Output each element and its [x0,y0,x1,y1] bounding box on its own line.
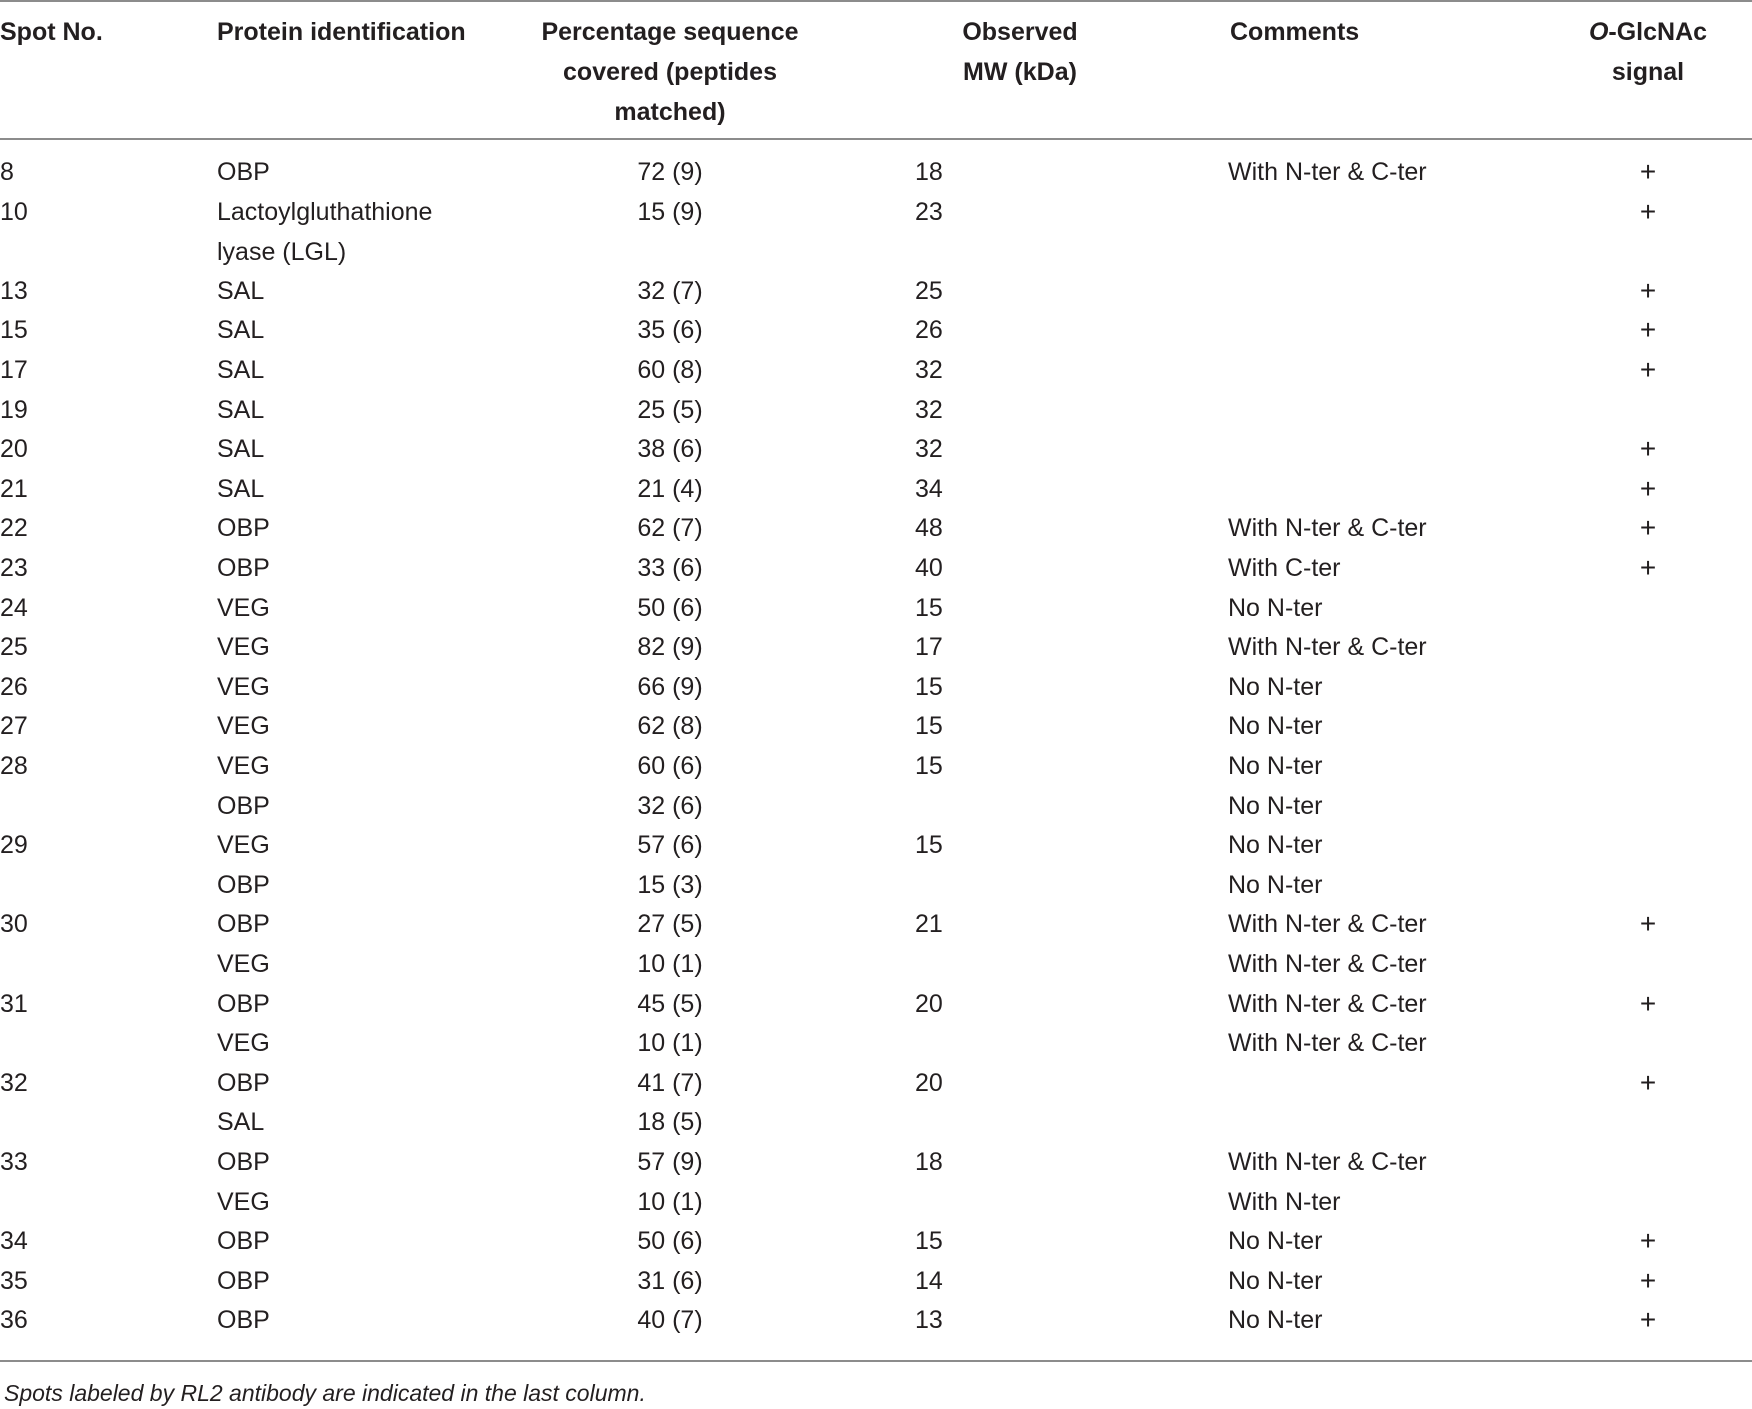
cell-spot-no: 24 [0,593,28,622]
header-observed-mw [940,12,1100,92]
cell-coverage: 66 (9) [637,672,703,701]
cell-coverage: 72 (9) [637,158,703,186]
header-spot-line: Spot No. [0,18,103,46]
cell-spot-no: 32 [0,1068,28,1097]
cell-observed-mw: 32 [915,435,943,464]
cell-comment: With N-ter & C-ter [1228,1029,1427,1058]
cell-spot-no: 20 [0,435,28,464]
cell-coverage: 60 (6) [637,752,703,780]
cell-coverage: 57 (6) [637,831,703,860]
cell-comment: With N-ter & C-ter [1228,1148,1427,1176]
cell-comment: No N-ter [1228,1266,1323,1295]
cell-comment: With C-ter [1228,554,1341,582]
cell-spot-no: 36 [0,1306,28,1335]
header-oglcnac-line-2: signal [1611,58,1685,86]
cell-observed-mw: 40 [915,554,943,582]
header-percentage-coverage [520,12,820,132]
header-protein-line: Protein identification [217,18,466,46]
cell-observed-mw: 26 [915,316,943,345]
cell-coverage: 15 (9) [637,197,703,226]
cell-coverage: 10 (1) [637,1187,703,1216]
cell-comment: With N-ter & C-ter [1228,514,1427,543]
cell-spot-no: 31 [0,989,28,1018]
header-oglcnac-signal [1568,12,1728,92]
cell-coverage: 82 (9) [637,633,703,662]
header-coverage-line-1: Percentage sequence [541,18,799,46]
cell-protein: VEG [217,1029,270,1058]
cell-protein: SAL [217,356,265,384]
cell-coverage: 31 (6) [637,1266,703,1295]
cell-observed-mw: 20 [915,989,943,1018]
cell-oglcnac-signal: + [1639,1066,1657,1098]
cell-protein: OBP [217,1266,270,1295]
cell-oglcnac-signal: + [1639,987,1657,1019]
header-coverage-line-3: matched) [614,98,726,126]
cell-spot-no: 17 [0,356,28,384]
cell-coverage: 45 (5) [637,989,703,1018]
cell-comment: No N-ter [1228,752,1323,780]
cell-observed-mw: 34 [915,474,943,503]
cell-coverage: 38 (6) [637,435,703,464]
cell-oglcnac-signal: + [1639,1304,1657,1336]
cell-oglcnac-signal: + [1639,512,1657,544]
cell-protein: Lactoylgluthathione lyase (LGL) [217,197,433,266]
cell-coverage: 21 (4) [637,474,703,503]
cell-observed-mw: 15 [915,712,943,741]
cell-observed-mw: 15 [915,593,943,622]
cell-coverage: 10 (1) [637,950,703,978]
cell-comment: No N-ter [1228,791,1323,820]
table-bottom-rule [0,1360,1752,1362]
cell-comment: With N-ter & C-ter [1228,158,1427,186]
cell-protein: SAL [217,395,265,424]
cell-observed-mw: 48 [915,514,943,543]
cell-protein: VEG [217,593,270,622]
cell-observed-mw: 15 [915,1227,943,1256]
cell-observed-mw: 15 [915,752,943,780]
cell-spot-no: 13 [0,276,28,305]
cell-coverage: 32 (6) [637,791,703,820]
cell-protein: OBP [217,158,270,186]
cell-protein: VEG [217,950,270,978]
cell-coverage: 10 (1) [637,1029,703,1058]
cell-coverage: 62 (7) [637,514,703,543]
cell-protein: SAL [217,1108,265,1137]
header-oglcnac-text: -GlcNAc [1608,18,1708,46]
cell-observed-mw: 18 [915,158,943,186]
cell-protein: SAL [217,316,265,345]
cell-observed-mw: 20 [915,1068,943,1097]
cell-protein: VEG [217,633,270,662]
table-top-rule [0,0,1752,2]
cell-protein: OBP [217,1148,270,1176]
cell-observed-mw: 32 [915,356,943,384]
cell-coverage: 33 (6) [637,554,703,582]
cell-observed-mw: 32 [915,395,943,424]
header-spot-no [0,12,103,52]
cell-observed-mw: 15 [915,672,943,701]
cell-spot-no: 35 [0,1266,28,1295]
cell-protein: VEG [217,1187,270,1216]
cell-spot-no: 28 [0,752,28,780]
cell-protein: OBP [217,1306,270,1335]
cell-protein: VEG [217,752,270,780]
header-comments [1230,12,1359,52]
cell-comment: No N-ter [1228,672,1323,701]
cell-coverage: 41 (7) [637,1068,703,1097]
cell-oglcnac-signal: + [1639,274,1657,306]
cell-spot-no: 22 [0,514,28,543]
cell-spot-no: 19 [0,395,28,424]
table-footnote: Spots labeled by RL2 antibody are indicated in the last column. [4,1380,646,1406]
cell-oglcnac-signal: + [1639,354,1657,385]
cell-comment: With N-ter [1228,1187,1341,1216]
cell-oglcnac-signal: + [1639,314,1657,346]
cell-protein: OBP [217,791,270,820]
cell-spot-no: 15 [0,316,28,345]
cell-comment: With N-ter & C-ter [1228,950,1427,978]
cell-oglcnac-signal: + [1639,908,1657,940]
cell-comment: With N-ter & C-ter [1228,633,1427,662]
cell-oglcnac-signal: + [1639,195,1657,227]
cell-protein: VEG [217,831,270,860]
cell-protein: SAL [217,276,265,305]
cell-comment: No N-ter [1228,831,1323,860]
header-coverage-line-2: covered (peptides [563,58,777,86]
cell-coverage: 60 (8) [637,356,703,384]
cell-protein: VEG [217,672,270,701]
cell-protein: OBP [217,870,270,899]
header-mw-line-2: MW (kDa) [963,58,1077,86]
cell-coverage: 40 (7) [637,1306,703,1335]
cell-oglcnac-signal: + [1639,472,1657,504]
cell-comment: No N-ter [1228,1306,1323,1335]
cell-observed-mw: 17 [915,633,943,662]
cell-oglcnac-signal: + [1639,433,1657,465]
cell-protein: OBP [217,514,270,543]
cell-comment: No N-ter [1228,870,1323,899]
header-protein-identification [217,12,466,52]
header-oglcnac-italic-o: O [1588,18,1609,46]
header-oglcnac-line-1 [1568,12,1728,52]
cell-spot-no: 23 [0,554,28,582]
cell-coverage: 32 (7) [637,276,703,305]
cell-coverage: 27 (5) [637,910,703,939]
cell-coverage: 62 (8) [637,712,703,741]
cell-protein: OBP [217,1068,270,1097]
cell-spot-no: 26 [0,672,28,701]
cell-spot-no: 27 [0,712,28,741]
cell-protein: VEG [217,712,270,741]
cell-protein: OBP [217,989,270,1018]
cell-oglcnac-signal: + [1639,1264,1657,1296]
cell-observed-mw: 14 [915,1266,943,1295]
cell-coverage: 35 (6) [637,316,703,345]
cell-observed-mw: 21 [915,910,943,939]
cell-comment: No N-ter [1228,1227,1323,1256]
cell-oglcnac-signal: + [1639,552,1657,583]
cell-comment: With N-ter & C-ter [1228,989,1427,1018]
cell-protein: OBP [217,554,270,582]
cell-coverage: 25 (5) [637,395,703,424]
header-mw-line-1: Observed [962,18,1078,46]
cell-comment: No N-ter [1228,593,1323,622]
cell-spot-no: 8 [0,158,14,186]
cell-spot-no: 21 [0,474,28,503]
table-header-rule [0,138,1752,140]
cell-spot-no: 10 [0,197,28,226]
cell-spot-no: 30 [0,910,28,939]
cell-protein: SAL [217,435,265,464]
cell-spot-no: 25 [0,633,28,662]
cell-observed-mw: 15 [915,831,943,860]
cell-coverage: 18 (5) [637,1108,703,1137]
cell-protein: SAL [217,474,265,503]
cell-observed-mw: 18 [915,1148,943,1176]
header-comments-line: Comments [1230,18,1360,46]
cell-coverage: 50 (6) [637,593,703,622]
cell-spot-no: 33 [0,1148,28,1176]
cell-comment: No N-ter [1228,712,1323,741]
cell-oglcnac-signal: + [1639,1225,1657,1257]
cell-observed-mw: 23 [915,197,943,226]
cell-coverage: 15 (3) [637,870,703,899]
cell-comment: With N-ter & C-ter [1228,910,1427,939]
cell-spot-no: 29 [0,831,28,860]
cell-protein: OBP [217,1227,270,1256]
cell-spot-no: 34 [0,1227,28,1256]
cell-coverage: 57 (9) [637,1148,703,1176]
cell-observed-mw: 13 [915,1306,943,1335]
cell-observed-mw: 25 [915,276,943,305]
cell-protein: OBP [217,910,270,939]
cell-coverage: 50 (6) [637,1227,703,1256]
cell-oglcnac-signal: + [1639,156,1657,187]
